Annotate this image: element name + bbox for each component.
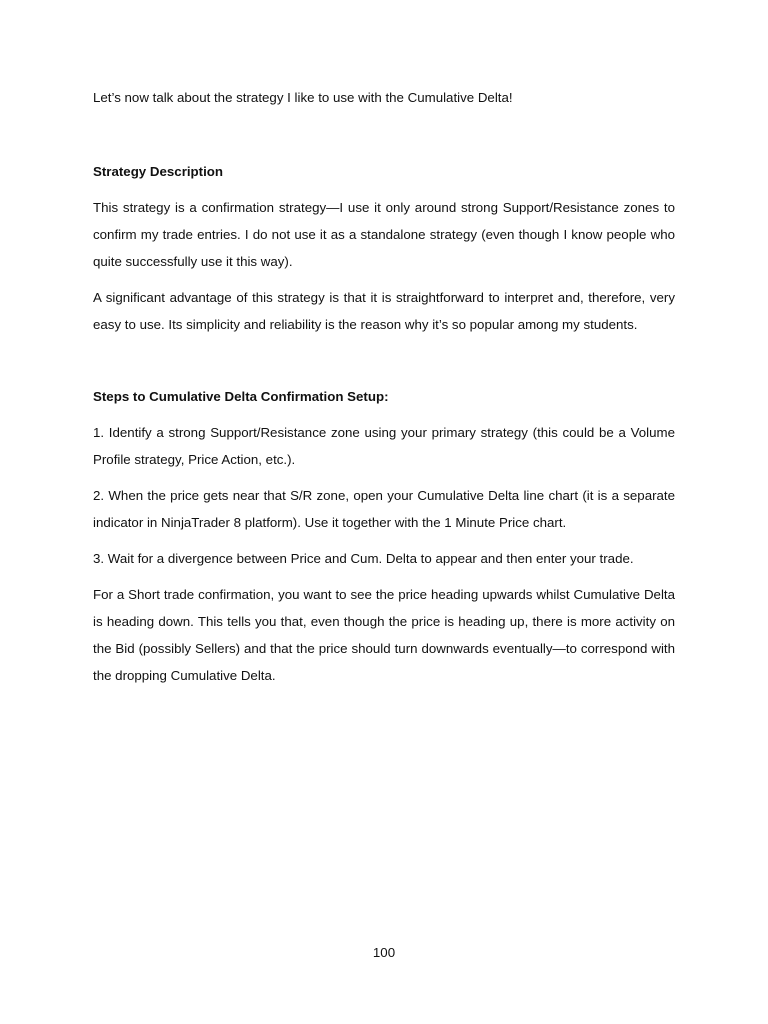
closing-paragraph: For a Short trade confirmation, you want to see the price heading upwards whilst Cumulative Delta is heading down. This tells you that, even though the price is heading up, there is more activity on the Bid (possibly Sellers) and that the price should turn downwards eventually—to correspond with the dropping Cumulative Delta. <box>93 587 675 683</box>
step-paragraph: 3. Wait for a divergence between Price and Cum. Delta to appear and then enter your trade. <box>93 551 634 566</box>
step-paragraph: 2. When the price gets near that S/R zone, open your Cumulative Delta line chart (it is a separate indicator in NinjaTrader 8 platform). Use it together with the 1 Minute Price chart. <box>93 488 675 530</box>
page-content <box>93 84 675 698</box>
section-heading-steps: Steps to Cumulative Delta Confirmation Setup: <box>93 389 389 404</box>
page-number: 100 <box>372 945 396 960</box>
intro-paragraph: Let’s now talk about the strategy I like to use with the Cumulative Delta! <box>93 90 513 105</box>
body-paragraph: This strategy is a confirmation strategy—I use it only around strong Support/Resistance zones to confirm my trade entries. I do not use it as a standalone strategy (even though I know people who quite successfully use it this way). <box>93 200 675 269</box>
step-paragraph: 1. Identify a strong Support/Resistance zone using your primary strategy (this could be a Volume Profile strategy, Price Action, etc.). <box>93 425 675 467</box>
section-heading-strategy-description: Strategy Description <box>93 164 224 179</box>
body-paragraph: A significant advantage of this strategy is that it is straightforward to interpret and, therefore, very easy to use. Its simplicity and reliability is the reason why it’s so popular among my students. <box>93 290 675 332</box>
